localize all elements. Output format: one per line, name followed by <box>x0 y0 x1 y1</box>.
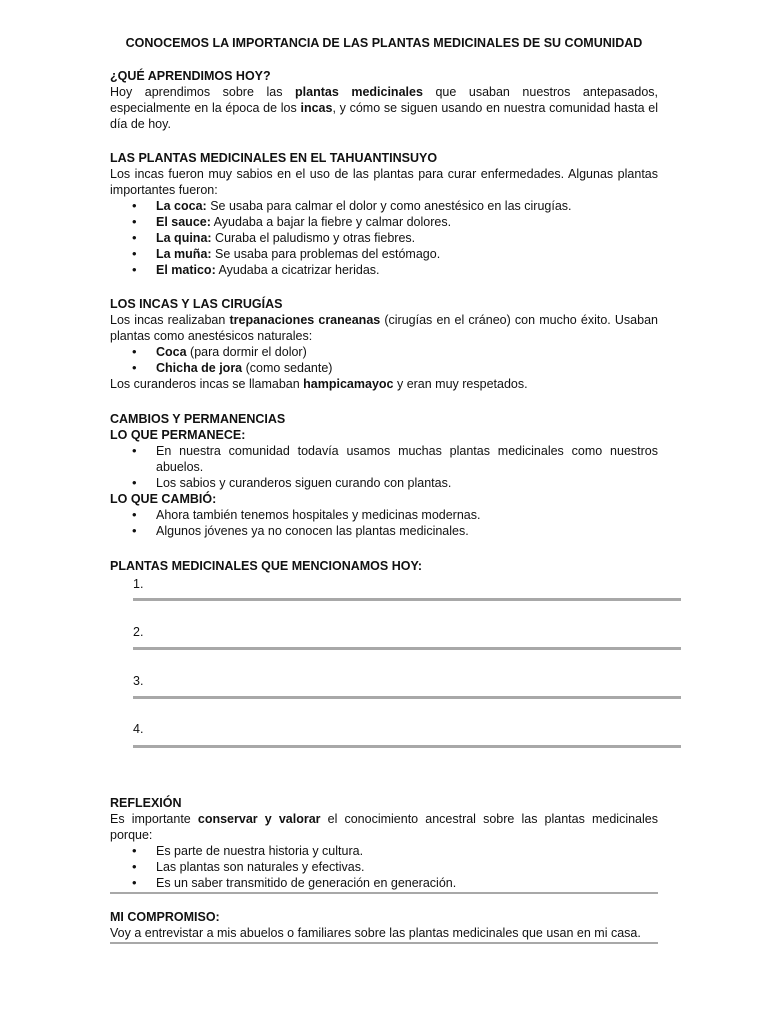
text: Los incas realizaban <box>110 313 230 327</box>
section-aprendimos <box>110 68 658 132</box>
list-item: • Es parte de nuestra historia y cultura. <box>110 843 658 859</box>
list-item-desc: Ayudaba a cicatrizar heridas. <box>215 263 380 277</box>
anesthetics-list <box>110 344 658 376</box>
bold-text: plantas medicinales <box>295 85 423 99</box>
text: Hoy aprendimos sobre las <box>110 85 296 99</box>
plant-number: 2. <box>133 625 144 639</box>
list-item <box>110 230 658 246</box>
list-item-term: La muña: <box>156 247 212 261</box>
paragraph-curanderos <box>110 376 658 392</box>
list-item-term: La coca: <box>156 199 207 213</box>
list-item-term: Chicha de jora <box>156 361 243 375</box>
list-item-desc: Ayudaba a bajar la fiebre y calmar dolores. <box>210 215 452 229</box>
plant-write-line[interactable] <box>133 598 681 601</box>
heading-cambio: LO QUE CAMBIÓ: <box>110 492 217 506</box>
list-item-desc: Se usaba para problemas del estómago. <box>211 247 441 261</box>
bold-text: incas <box>300 101 333 115</box>
bold-text: trepanaciones craneanas <box>229 313 381 327</box>
section-cirugias <box>110 296 658 392</box>
heading-compromiso: MI COMPROMISO: <box>110 910 220 924</box>
plant-write-line[interactable] <box>133 696 681 699</box>
paragraph-aprendimos <box>110 84 658 132</box>
plants-list <box>110 198 658 278</box>
plant-number: 1. <box>133 577 144 591</box>
list-item: • Ahora también tenemos hospitales y medicinas modernas. <box>110 507 658 523</box>
paragraph-reflexion <box>110 811 658 843</box>
text: y eran muy respetados. <box>393 377 528 391</box>
list-item <box>110 344 658 360</box>
list-item-term: La quina: <box>156 231 212 245</box>
text: , y cómo se siguen usando en nuestra comunidad hasta el día de hoy. <box>110 101 659 131</box>
permanece-list <box>110 443 658 491</box>
heading-cambios: CAMBIOS Y PERMANENCIAS <box>110 412 286 426</box>
heading-aprendimos: ¿QUÉ APRENDIMOS HOY? <box>110 69 271 83</box>
list-item: • Algunos jóvenes ya no conocen las plantas medicinales. <box>110 523 658 539</box>
list-item <box>110 198 658 214</box>
reflexion-list <box>110 843 658 891</box>
list-item <box>110 214 658 230</box>
list-item: • En nuestra comunidad todavía usamos muchas plantas medicinales como nuestros abuelos. <box>110 443 658 475</box>
section-reflexion <box>110 795 658 891</box>
list-item: • Las plantas son naturales y efectivas. <box>110 859 658 875</box>
list-item-term: El sauce: <box>156 215 211 229</box>
text: el conocimiento ancestral sobre las plantas medicinales porque: <box>110 812 658 842</box>
text: (cirugías en el cráneo) con mucho éxito. Usaban plantas como anestésicos naturales: <box>110 313 658 343</box>
section-compromiso <box>110 909 658 941</box>
heading-cirugias: LOS INCAS Y LAS CIRUGÍAS <box>110 297 283 311</box>
list-item-term: Coca <box>156 345 187 359</box>
plant-number: 4. <box>133 722 144 736</box>
plant-write-line[interactable] <box>133 745 681 748</box>
cambio-list <box>110 507 658 539</box>
list-item-term: El matico: <box>156 263 216 277</box>
paragraph-cirugias <box>110 312 658 344</box>
paragraph-tahuantinsuyo: Los incas fueron muy sabios en el uso de las plantas para curar enfermedades. Algunas plantas importantes fueron: <box>110 167 658 197</box>
section-mencionamos <box>110 558 658 574</box>
paragraph-compromiso: Voy a entrevistar a mis abuelos o familiares sobre las plantas medicinales que usan en mi casa. <box>110 926 641 940</box>
list-item <box>110 262 658 278</box>
bold-text: hampicamayoc <box>303 377 394 391</box>
plant-number: 3. <box>133 674 144 688</box>
heading-mencionamos: PLANTAS MEDICINALES QUE MENCIONAMOS HOY: <box>110 559 423 573</box>
list-item: • Los sabios y curanderos siguen curando con plantas. <box>110 475 658 491</box>
bold-text: conservar y valorar <box>197 812 321 826</box>
divider <box>110 892 658 894</box>
list-item <box>110 360 658 376</box>
text: Los curanderos incas se llamaban <box>110 377 304 391</box>
list-item: • Es un saber transmitido de generación en generación. <box>110 875 658 891</box>
list-item-desc: (para dormir el dolor) <box>186 345 307 359</box>
text: Es importante <box>110 812 198 826</box>
list-item-desc: Se usaba para calmar el dolor y como anestésico en las cirugías. <box>206 199 572 213</box>
heading-reflexion: REFLEXIÓN <box>110 796 182 810</box>
document-title: CONOCEMOS LA IMPORTANCIA DE LAS PLANTAS MEDICINALES DE SU COMUNIDAD <box>125 36 643 50</box>
heading-tahuantinsuyo: LAS PLANTAS MEDICINALES EN EL TAHUANTINSUYO <box>110 151 438 165</box>
divider <box>110 942 658 944</box>
list-item-desc: Curaba el paludismo y otras fiebres. <box>211 231 416 245</box>
section-cambios <box>110 411 658 539</box>
list-item <box>110 246 658 262</box>
text: que usaban nuestros antepasados, especialmente en la época de los <box>110 85 658 115</box>
list-item-desc: (como sedante) <box>242 361 333 375</box>
section-tahuantinsuyo <box>110 150 658 278</box>
heading-permanece: LO QUE PERMANECE: <box>110 428 246 442</box>
plant-write-line[interactable] <box>133 647 681 650</box>
